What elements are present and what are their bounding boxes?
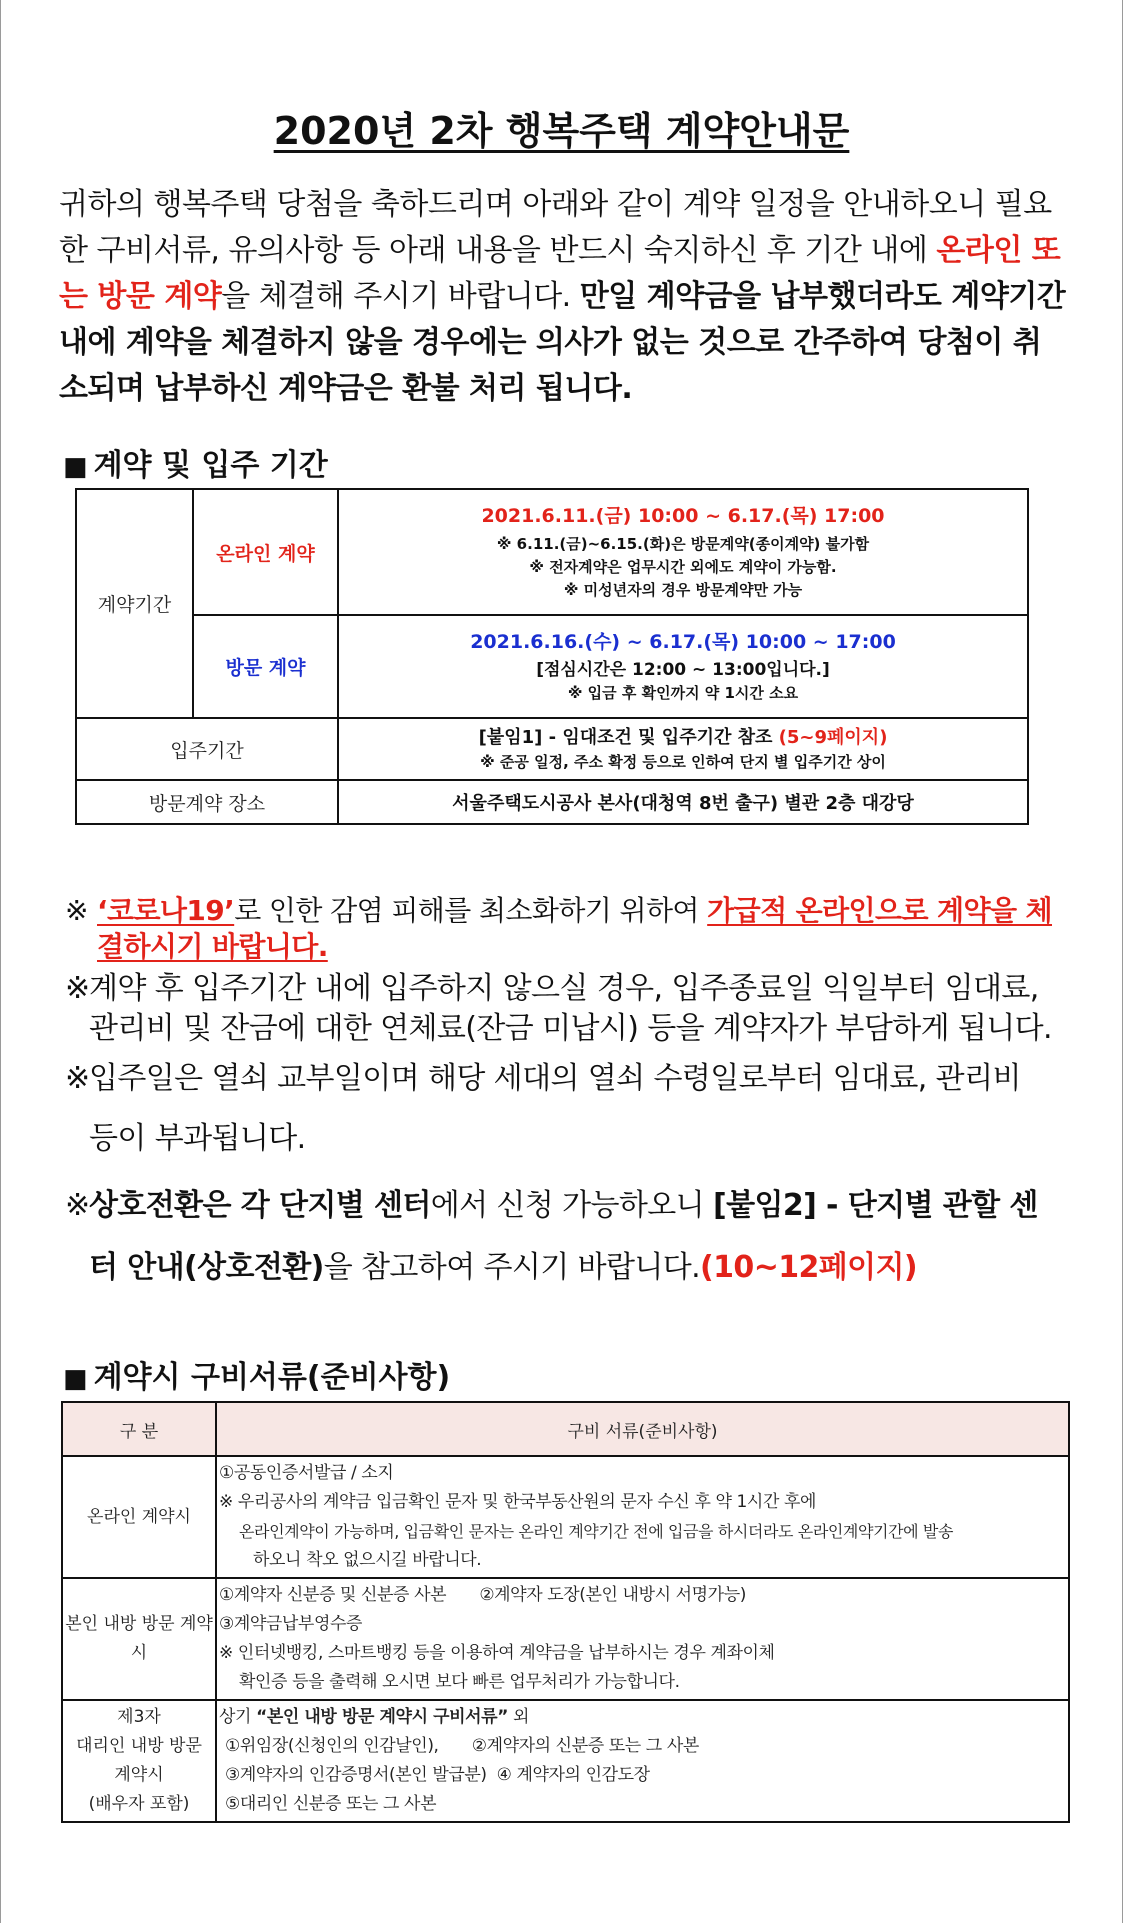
intro-text-2: 을 체결해 주시기 바랍니다. [221, 279, 580, 314]
online-note-2: ※ 전자계약은 업무시간 외에도 계약이 가능함. [529, 557, 837, 576]
square-bullet-icon: ■ [63, 1364, 88, 1394]
visit-contract-label: 방문 계약 [193, 615, 338, 718]
late-movein-note [65, 969, 1055, 1049]
contract-period-label: 계약기간 [76, 489, 193, 718]
intro-warning: 만일 계약금을 납부했더라도 계약기간 내에 계약을 체결하지 않을 경우에는 의사가 없는 것으로 간주하여 당첨이 취소되며 납부하신 계약금은 환불 처리 됩니다. [59, 279, 1066, 406]
intro-paragraph [59, 182, 1069, 412]
covid-note-text: 로 인한 감염 피해를 최소화하기 위하여 [234, 894, 708, 927]
online-row-content [216, 1456, 1069, 1578]
document-title: 2020년 2차 행복주택 계약안내문 [273, 109, 850, 153]
online-note-1: ※ 6.11.(금)~6.15.(화)은 방문계약(종이계약) 불가함 [496, 534, 870, 553]
visit-doc-line-3: ※ 인터넷뱅킹, 스마트뱅킹 등을 이용하여 계약금을 납부하시는 경우 계좌이체 [219, 1643, 775, 1663]
online-contract-details [338, 489, 1028, 615]
visit-note: ※ 입금 후 확인까지 약 1시간 소요 [567, 683, 799, 702]
visit-row-content [216, 1578, 1069, 1700]
table-row [62, 1578, 1069, 1700]
conversion-bold-1: 상호전환은 각 단지별 센터 [89, 1188, 431, 1223]
key-handover-text: 입주일은 열쇠 교부일이며 해당 세대의 열쇠 수령일로부터 임대료, 관리비 등이 부과됩니다. [89, 1061, 1021, 1156]
online-note-3: ※ 미성년자의 경우 방문계약만 가능 [563, 580, 803, 599]
movein-period-label: 입주기간 [76, 718, 338, 780]
reference-mark-icon: ※ [65, 971, 90, 1006]
covid-note [65, 893, 1055, 965]
conversion-text-1: 에서 신청 가능하오니 [430, 1188, 713, 1223]
section-contract-period-heading [63, 440, 328, 484]
table-row [76, 489, 1028, 615]
proxy-doc-line-4: ⑤대리인 신분증 또는 그 사본 [225, 1794, 437, 1814]
movein-period-details [338, 718, 1028, 780]
required-documents-table [61, 1401, 1070, 1823]
reference-mark-icon: ※ [65, 1061, 90, 1096]
movein-reference: [붙임1] - 임대조건 및 입주기간 참조 [478, 726, 779, 748]
table-row [76, 615, 1028, 718]
conversion-text-2: 을 참고하여 주시기 바랍니다. [323, 1250, 701, 1285]
online-doc-line-3: 온라인계약이 가능하며, 입금확인 문자는 온라인 계약기간 전에 입금을 하시더라도 온라인계약기간에 발송 [239, 1522, 954, 1541]
online-doc-line-2: ※ 우리공사의 계약금 입금확인 문자 및 한국부동산원의 문자 수신 후 약 1시간 후에 [219, 1492, 817, 1512]
key-handover-note [65, 1049, 1055, 1169]
proxy-doc-line-3: ③계약자의 인감증명서(본인 발급분) ④ 계약자의 인감도장 [225, 1765, 650, 1785]
visit-doc-line-1: ①계약자 신분증 및 신분증 사본 ②계약자 도장(본인 내방시 서명가능) [219, 1585, 746, 1605]
notes-list [65, 893, 1055, 1299]
visit-doc-line-2: ③계약금납부영수증 [219, 1614, 363, 1634]
square-bullet-icon: ■ [63, 452, 88, 482]
reference-mark-icon: ※ [65, 894, 88, 927]
covid-note-emphasis: 가급적 온라인으로 계약을 체결하시기 바랍니다. [97, 894, 1052, 963]
late-movein-text: 계약 후 입주기간 내에 입주하지 않으실 경우, 입주종료일 익일부터 임대료, 관리비 및 잔금에 대한 연체료(잔금 미납시) 등을 계약자가 부담하게 됩니다. [89, 971, 1052, 1046]
movein-period-text [340, 725, 1026, 751]
conversion-note [65, 1175, 1055, 1299]
proxy-label-line-2: 대리인 내방 방문 [76, 1736, 202, 1756]
table-header-row [62, 1402, 1069, 1456]
proxy-doc-line-2: ①위임장(신청인의 인감날인), ②계약자의 신분증 또는 그 사본 [225, 1736, 699, 1756]
online-contract-period: 2021.6.11.(금) 10:00 ~ 6.17.(목) 17:00 [481, 504, 885, 527]
online-doc-line-4: 하오니 착오 없으시길 바랍니다. [253, 1550, 482, 1570]
section-contract-period-title: 계약 및 입주 기간 [93, 448, 328, 483]
proxy-label-line-1: 제3자 [117, 1707, 161, 1727]
header-documents: 구비 서류(준비사항) [216, 1402, 1069, 1456]
movein-note: ※ 준공 일정, 주소 확정 등으로 인하여 단지 별 입주기간 상이 [480, 752, 886, 771]
table-row [76, 718, 1028, 780]
proxy-label-line-3: 계약시 [114, 1765, 164, 1785]
visit-place-label: 방문계약 장소 [76, 780, 338, 824]
reference-mark-icon: ※ [65, 1188, 90, 1223]
table-row [76, 780, 1028, 824]
conversion-pages: (10~12페이지) [700, 1250, 918, 1285]
table-row [62, 1456, 1069, 1578]
section-documents-title: 계약시 구비서류(준비사항) [93, 1360, 451, 1395]
lunch-time-note: [점심시간은 12:00 ~ 13:00입니다.] [536, 659, 830, 680]
online-row-label: 온라인 계약시 [62, 1456, 216, 1578]
conversion-bold-2: [붙임2] - 단지별 관할 센터 안내(상호전환) [89, 1188, 1038, 1285]
proxy-row-content [216, 1700, 1069, 1822]
visit-place-text: 서울주택도시공사 본사(대청역 8번 출구) 별관 2층 대강당 [338, 780, 1028, 824]
visit-contract-period: 2021.6.16.(수) ~ 6.17.(목) 10:00 ~ 17:00 [470, 630, 896, 653]
header-category: 구 분 [62, 1402, 216, 1456]
proxy-label-line-4: (배우자 포함) [88, 1794, 190, 1814]
proxy-prefix: 상기 [219, 1707, 257, 1727]
covid-label: ‘코로나19’ [97, 894, 235, 927]
visit-doc-line-4: 확인증 등을 출력해 오시면 보다 빠른 업무처리가 가능합니다. [239, 1672, 680, 1692]
contract-period-table [75, 488, 1029, 825]
section-documents-heading [63, 1352, 450, 1396]
intro-contract-method: 온라인 또는 방문 계약 [59, 233, 1061, 314]
visit-row-label: 본인 내방 방문 계약시 [62, 1578, 216, 1700]
proxy-reference: “본인 내방 방문 계약시 구비서류” [256, 1707, 508, 1727]
visit-contract-details [338, 615, 1028, 718]
proxy-row-label [62, 1700, 216, 1822]
online-doc-line-1: ①공동인증서발급 / 소지 [219, 1463, 394, 1483]
proxy-doc-line-1 [219, 1703, 1066, 1732]
online-contract-label: 온라인 계약 [193, 489, 338, 615]
movein-pages: (5~9페이지) [778, 726, 888, 748]
intro-text-1: 귀하의 행복주택 당첨을 축하드리며 아래와 같이 계약 일정을 안내하오니 필요한 구비서류, 유의사항 등 아래 내용을 반드시 숙지하신 후 기간 내에 [59, 187, 1052, 268]
table-row [62, 1700, 1069, 1822]
proxy-suffix: 외 [507, 1707, 529, 1727]
